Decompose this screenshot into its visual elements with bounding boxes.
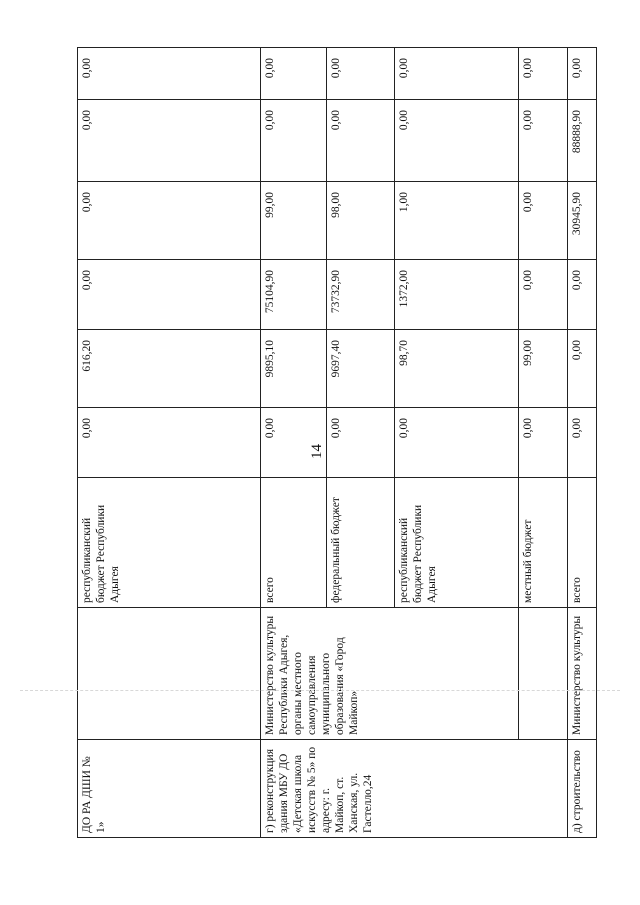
amount-cell: 9895,10 [260,330,326,408]
amount-cell: 99,00 [260,182,326,260]
amount-cell: 98,00 [326,182,394,260]
executor-cell [519,608,568,740]
amount-cell: 75104,90 [260,260,326,330]
funding-source-cell: федеральный бюджет [326,478,394,608]
amount-cell: 9697,40 [326,330,394,408]
amount-cell: 0,00 [519,408,568,478]
amount-cell: 1372,00 [394,260,518,330]
amount-cell: 99,00 [519,330,568,408]
funding-source-cell: республиканский бюджет Республики Адыгея [78,478,261,608]
amount-cell: 88888,90 [567,100,596,182]
amount-cell: 0,00 [260,100,326,182]
budget-table [77,47,597,838]
amount-cell: 0,00 [519,260,568,330]
amount-cell: 0,00 [326,48,394,100]
amount-cell: 0,00 [78,408,261,478]
amount-cell: 0,00 [394,100,518,182]
amount-cell: 0,00 [519,182,568,260]
page-number: 14 [309,444,325,459]
amount-cell: 0,00 [326,408,394,478]
executor-cell: Министерство культуры Республики Адыгея, органы местного самоуправления муниципального образования «Город Майкоп» [260,608,518,740]
executor-cell [78,608,261,740]
table-row [260,48,326,838]
amount-cell: 0,00 [567,48,596,100]
amount-cell: 0,00 [326,100,394,182]
amount-cell: 1,00 [394,182,518,260]
executor-cell: Министерство культуры [567,608,596,740]
funding-source-cell: местный бюджет [519,478,568,608]
amount-cell: 0,00 [567,260,596,330]
amount-cell: 0,00 [78,182,261,260]
landscape-content [77,48,597,838]
rotated-page [77,48,597,838]
table-row [519,48,568,838]
amount-cell: 0,00 [567,330,596,408]
table-row [567,48,596,838]
amount-cell: 30945,90 [567,182,596,260]
activity-cell: ДО РА ДШИ № 1» [78,740,261,838]
scan-artifact-line [20,690,620,691]
funding-source-cell: республиканский бюджет Республики Адыгея [394,478,518,608]
amount-cell: 0,00 [519,100,568,182]
amount-cell: 73732,90 [326,260,394,330]
amount-cell: 0,00 [394,48,518,100]
activity-cell: г) реконструкция здания МБУ ДО «Детская школа искусств № 5» по адресу: г. Майкоп, ст. Ханская, ул. Гастелло,24 [260,740,567,838]
amount-cell: 0,00 [394,408,518,478]
amount-cell: 0,00 [78,48,261,100]
funding-source-cell: всего [567,478,596,608]
amount-cell: 98,70 [394,330,518,408]
amount-cell: 0,00 [78,100,261,182]
amount-cell: 0,00 [567,408,596,478]
amount-cell: 0,00 [519,48,568,100]
activity-cell: д) строительство [567,740,596,838]
amount-cell: 0,00 [260,408,326,478]
amount-cell: 616,20 [78,330,261,408]
funding-source-cell: всего [260,478,326,608]
table-row [78,48,261,838]
amount-cell: 0,00 [260,48,326,100]
amount-cell: 0,00 [78,260,261,330]
